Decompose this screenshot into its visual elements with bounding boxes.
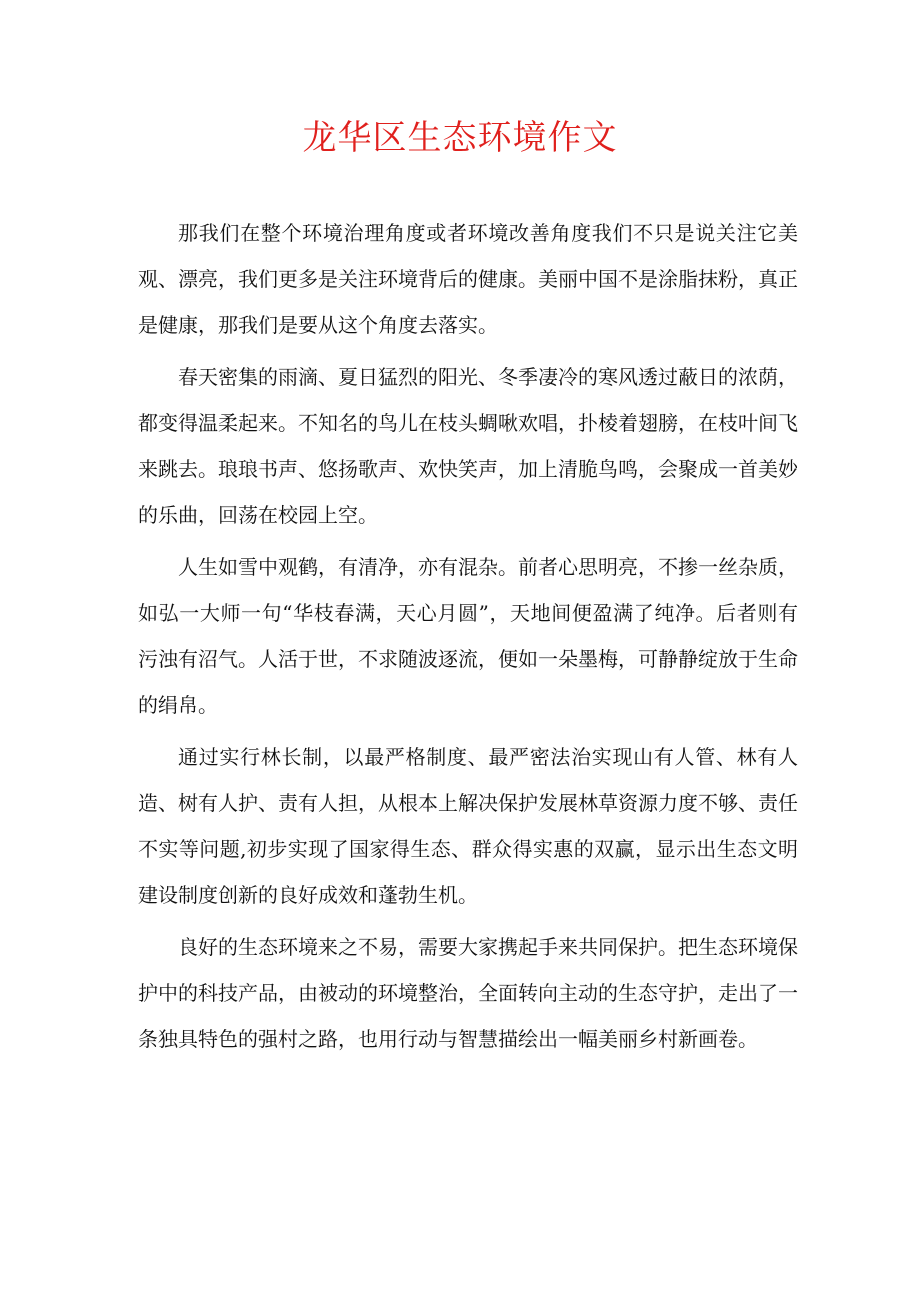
paragraph-2: 春天密集的雨滴、夏日猛烈的阳光、冬季凄冷的寒风透过蔽日的浓荫，都变得温柔起来。不知名的鸟儿在枝头蜩啾欢唱，扑棱着翅膀，在枝叶间飞来跳去。琅琅书声、悠扬歌声、欢快笑声，加上清脆鸟鸣，会聚成一首美妙的乐曲，回荡在校园上空。 xyxy=(138,365,798,527)
paragraph-1: 那我们在整个环境治理角度或者环境改善角度我们不只是说关注它美观、漂亮，我们更多是关注环境背后的健康。美丽中国不是涂脂抹粉，真正是健康，那我们是要从这个角度去落实。 xyxy=(138,221,798,337)
document-body xyxy=(138,210,798,1068)
document-title: 龙华区生态环境作文 xyxy=(302,118,618,158)
paragraph-3: 人生如雪中观鹤，有清净，亦有混杂。前者心思明亮，不掺一丝杂质，如弘一大师一句“华枝春满，天心月圆”，天地间便盈满了纯净。后者则有污浊有沼气。人活于世，不求随波逐流，便如一朵墨梅，可静静绽放于生命的绢帛。 xyxy=(138,555,798,717)
paragraph-5: 良好的生态环境来之不易，需要大家携起手来共同保护。把生态环境保护中的科技产品，由被动的环境整治，全面转向主动的生态守护，走出了一条独具特色的强村之路，也用行动与智慧描绘出一幅美丽乡村新画卷。 xyxy=(138,935,798,1051)
paragraph-4: 通过实行林长制，以最严格制度、最严密法治实现山有人管、林有人造、树有人护、责有人担，从根本上解决保护发展林草资源力度不够、责任不实等问题,初步实现了国家得生态、群众得实惠的双赢，显示出生态文明建设制度创新的良好成效和蓬勃生机。 xyxy=(138,745,798,907)
